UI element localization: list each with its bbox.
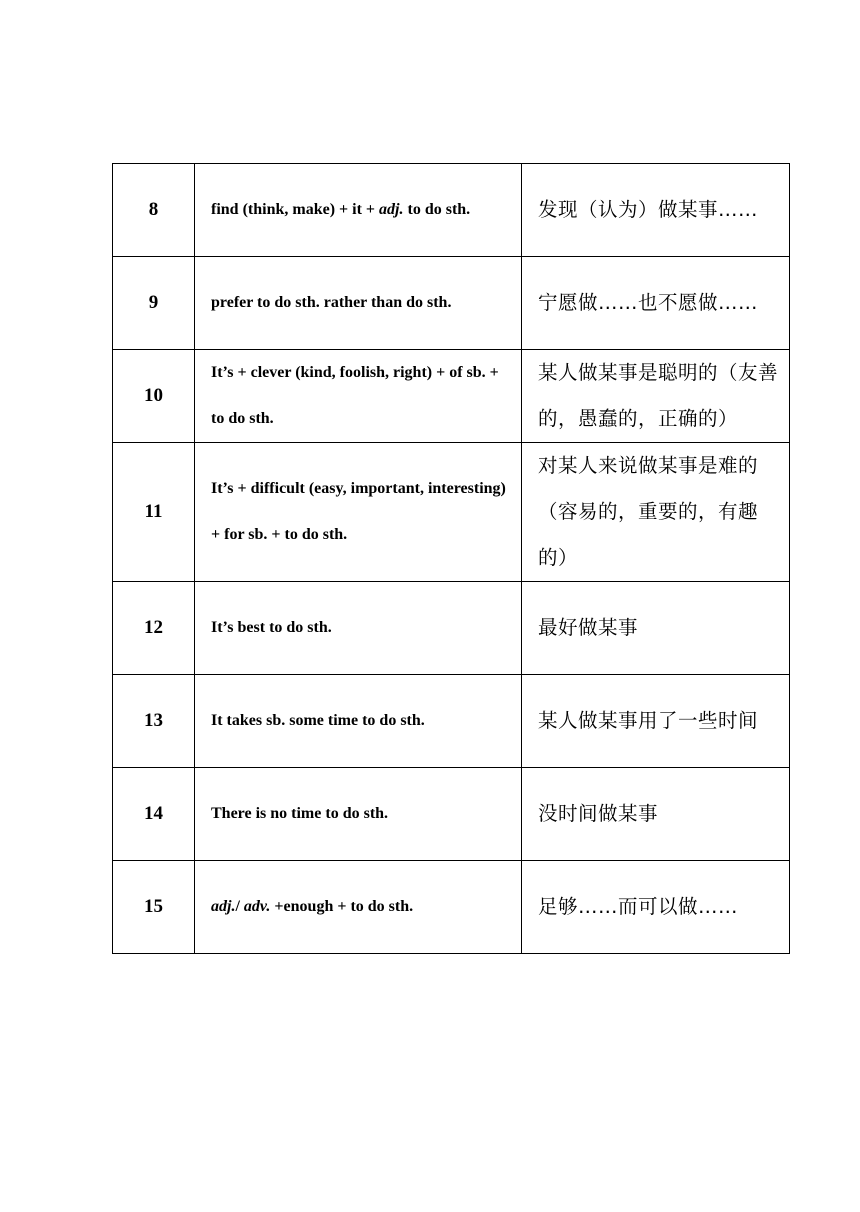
row-number: 11 xyxy=(113,443,195,582)
table-row xyxy=(113,350,790,443)
row-number: 9 xyxy=(113,257,195,350)
row-number: 12 xyxy=(113,582,195,675)
row-number: 13 xyxy=(113,675,195,768)
chinese-meaning: 发现（认为）做某事…… xyxy=(522,164,790,257)
table-row xyxy=(113,443,790,582)
english-phrase: It takes sb. some time to do sth. xyxy=(195,675,522,768)
phrase-table xyxy=(112,163,790,954)
row-number: 8 xyxy=(113,164,195,257)
table-row xyxy=(113,164,790,257)
phrase-text: to do sth. xyxy=(403,201,471,218)
english-phrase: It’s + difficult (easy, important, interesting) + for sb. + to do sth. xyxy=(195,443,522,582)
table-row xyxy=(113,675,790,768)
english-phrase: prefer to do sth. rather than do sth. xyxy=(195,257,522,350)
phrase-italic: adv. xyxy=(243,898,271,915)
table-row xyxy=(113,257,790,350)
table-row xyxy=(113,768,790,861)
table-row xyxy=(113,582,790,675)
row-number: 14 xyxy=(113,768,195,861)
english-phrase xyxy=(195,164,522,257)
chinese-meaning: 没时间做某事 xyxy=(522,768,790,861)
chinese-meaning: 足够……而可以做…… xyxy=(522,861,790,954)
chinese-meaning: 某人做某事用了一些时间 xyxy=(522,675,790,768)
chinese-meaning: 某人做某事是聪明的（友善的，愚蠢的，正确的） xyxy=(522,350,790,443)
english-phrase: There is no time to do sth. xyxy=(195,768,522,861)
chinese-meaning: 宁愿做……也不愿做…… xyxy=(522,257,790,350)
phrase-text: / xyxy=(235,898,244,915)
english-phrase xyxy=(195,861,522,954)
phrase-text: +enough + to do sth. xyxy=(270,898,414,915)
chinese-meaning: 对某人来说做某事是难的（容易的，重要的，有趣的） xyxy=(522,443,790,582)
english-phrase: It’s + clever (kind, foolish, right) + of sb. + to do sth. xyxy=(195,350,522,443)
phrase-italic: adj. xyxy=(379,201,404,218)
phrase-text: find (think, make) + it + xyxy=(211,201,380,218)
row-number: 15 xyxy=(113,861,195,954)
english-phrase: It’s best to do sth. xyxy=(195,582,522,675)
chinese-meaning: 最好做某事 xyxy=(522,582,790,675)
table-row xyxy=(113,861,790,954)
row-number: 10 xyxy=(113,350,195,443)
phrase-italic: adj. xyxy=(211,898,236,915)
